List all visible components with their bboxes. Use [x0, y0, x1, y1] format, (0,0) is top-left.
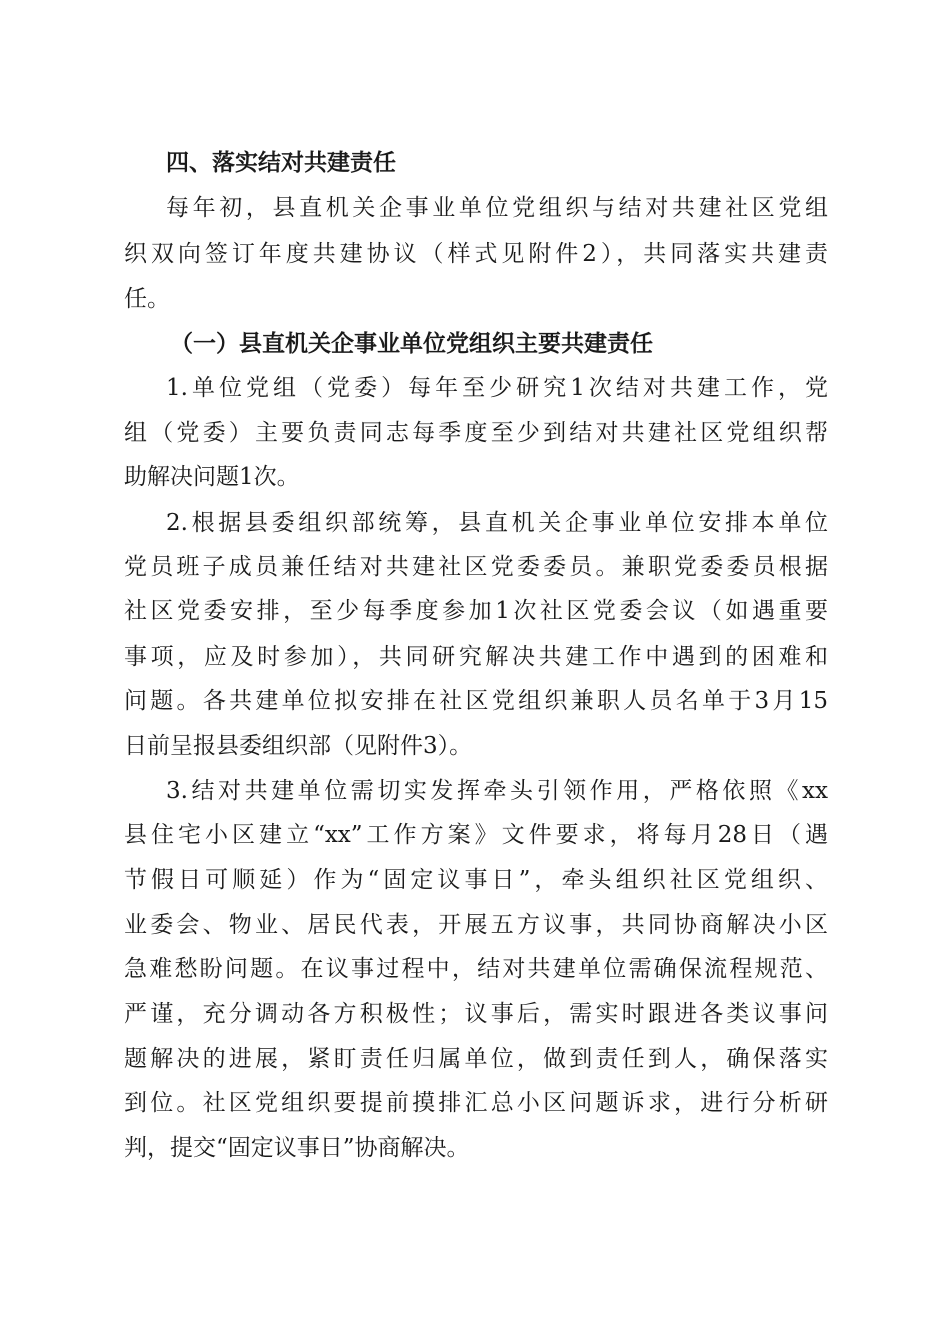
paragraph-line: 判，提交“固定议事日”协商解决。	[124, 1135, 470, 1161]
paragraph-line: 事项，应及时参加），共同研究解决共建工作中遇到的困难和	[124, 644, 828, 670]
section-heading: 四、落实结对共建责任	[166, 150, 396, 176]
paragraph-line: 1.单位党组（党委）每年至少研究1次结对共建工作，党	[166, 375, 828, 401]
paragraph-line: 业委会、物业、居民代表，开展五方议事，共同协商解决小区	[124, 912, 828, 938]
paragraph-line: 任。	[124, 286, 170, 312]
paragraph-line: 问题。各共建单位拟安排在社区党组织兼职人员名单于3月15	[124, 688, 828, 714]
paragraph-line: 织双向签订年度共建协议（样式见附件2），共同落实共建责	[124, 241, 828, 267]
paragraph-line: 每年初，县直机关企事业单位党组织与结对共建社区党组	[166, 195, 828, 221]
paragraph-line: 组（党委）主要负责同志每季度至少到结对共建社区党组织帮	[124, 420, 828, 446]
paragraph-line: 题解决的进展，紧盯责任归属单位，做到责任到人，确保落实	[124, 1046, 828, 1072]
paragraph-line: 日前呈报县委组织部（见附件3）。	[124, 733, 473, 759]
paragraph-line: 严谨，充分调动各方积极性；议事后，需实时跟进各类议事问	[124, 1001, 828, 1027]
paragraph-line: 县住宅小区建立“xx”工作方案》文件要求，将每月28日（遇	[124, 822, 828, 848]
paragraph-line: 到位。社区党组织要提前摸排汇总小区问题诉求，进行分析研	[124, 1090, 828, 1116]
paragraph-line: 社区党委安排，至少每季度参加1次社区党委会议（如遇重要	[124, 598, 828, 624]
paragraph-line: 2.根据县委组织部统筹，县直机关企事业单位安排本单位	[166, 510, 828, 536]
paragraph-line: 急难愁盼问题。在议事过程中，结对共建单位需确保流程规范、	[124, 956, 828, 982]
subsection-heading: （一）县直机关企事业单位党组织主要共建责任	[170, 330, 653, 357]
paragraph-line: 党员班子成员兼任结对共建社区党委委员。兼职党委委员根据	[124, 554, 828, 580]
paragraph-line: 3.结对共建单位需切实发挥牵头引领作用，严格依照《xx	[166, 778, 828, 804]
paragraph-line: 节假日可顺延）作为“固定议事日”，牵头组织社区党组织、	[124, 867, 828, 893]
paragraph-line: 助解决问题1次。	[124, 464, 300, 490]
